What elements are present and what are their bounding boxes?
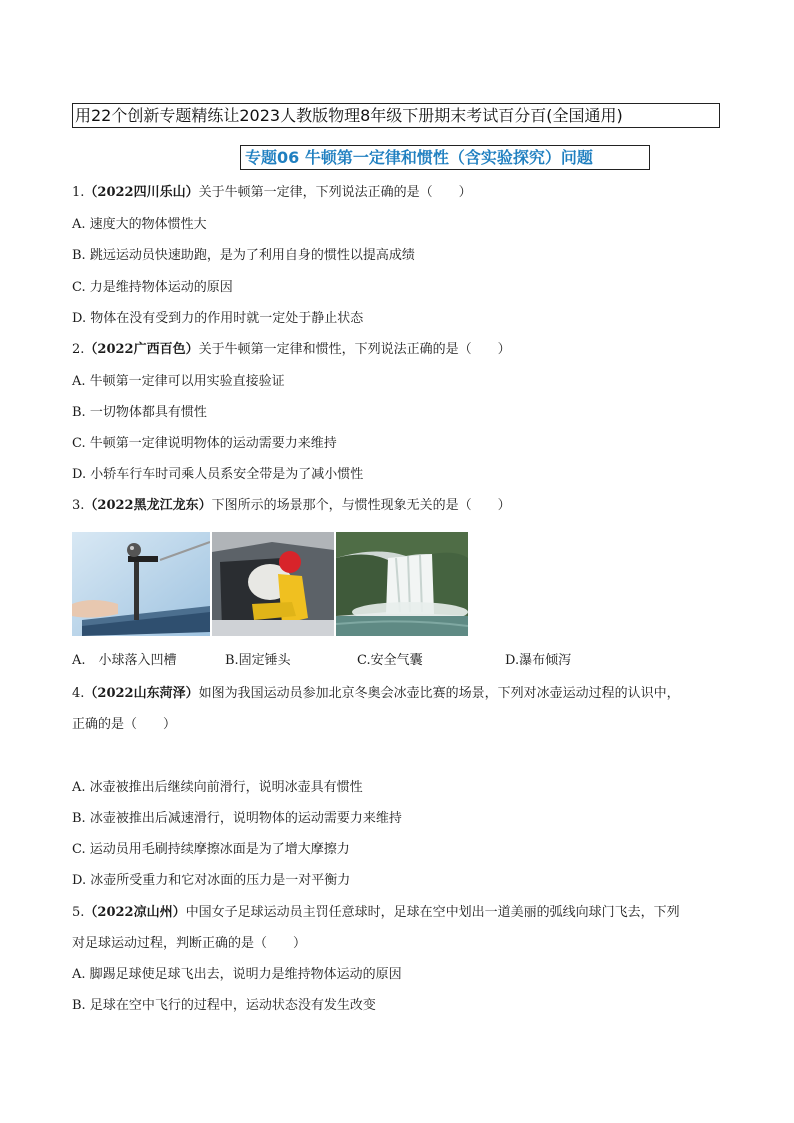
question-source: （2022山东菏泽） — [84, 686, 199, 701]
question-text: 如图为我国运动员参加北京冬奥会冰壶比赛的场景，下列对冰壶运动过程的认识中， — [198, 686, 680, 701]
question-text: 关于牛顿第一定律，下列说法正确的是（ ） — [198, 185, 472, 200]
question-5-stem — [72, 904, 680, 922]
q3-option-a: A. 小球落入凹槽 — [72, 653, 177, 668]
q2-option-c: C. 牛顿第一定律说明物体的运动需要力来维持 — [72, 436, 337, 451]
q2-option-a: A. 牛顿第一定律可以用实验直接验证 — [72, 374, 285, 389]
q4-option-a: A. 冰壶被推出后继续向前滑行，说明冰壶具有惯性 — [72, 780, 363, 795]
q1-option-b: B. 跳远运动员快速助跑，是为了利用自身的惯性以提高成绩 — [72, 248, 415, 263]
question-source: （2022黑龙江龙东） — [84, 498, 212, 513]
question-5-stem-cont: 对足球运动过程，判断正确的是（ ） — [72, 936, 307, 951]
section-subtitle: 专题06 牛顿第一定律和惯性（含实验探究）问题 — [240, 145, 650, 170]
question-number: 4. — [72, 686, 85, 701]
airbag-image — [212, 532, 334, 636]
q3-option-d: D.瀑布倾泻 — [505, 653, 572, 668]
q4-option-c: C. 运动员用毛刷持续摩擦冰面是为了增大摩擦力 — [72, 842, 350, 857]
q1-option-a: A. 速度大的物体惯性大 — [72, 217, 207, 232]
question-number: 3. — [72, 498, 85, 513]
question-text: 关于牛顿第一定律和惯性，下列说法正确的是（ ） — [198, 342, 511, 357]
waterfall-image — [336, 532, 468, 636]
q3-option-c: C.安全气囊 — [357, 653, 423, 668]
q5-option-b: B. 足球在空中飞行的过程中，运动状态没有发生改变 — [72, 998, 376, 1013]
question-4-stem — [72, 685, 680, 703]
page-title: 用22个创新专题精练让2023人教版物理8年级下册期末考试百分百(全国通用) — [72, 103, 720, 128]
question-source: （2022四川乐山） — [84, 185, 199, 200]
q2-option-b: B. 一切物体都具有惯性 — [72, 405, 207, 420]
question-number: 2. — [72, 342, 85, 357]
q3-option-b: B.固定锤头 — [225, 653, 291, 668]
q4-option-b: B. 冰壶被推出后减速滑行，说明物体的运动需要力来维持 — [72, 811, 402, 826]
q2-option-d: D. 小轿车行车时司乘人员系安全带是为了减小惯性 — [72, 467, 364, 482]
question-1-stem — [72, 184, 472, 202]
inertia-ball-image — [72, 532, 210, 636]
question-source: （2022广西百色） — [84, 342, 199, 357]
question-3-images — [72, 532, 472, 636]
question-2-stem — [72, 341, 511, 359]
question-number: 1. — [72, 185, 85, 200]
q1-option-c: C. 力是维持物体运动的原因 — [72, 280, 233, 295]
question-4-stem-cont: 正确的是（ ） — [72, 717, 177, 732]
q4-option-d: D. 冰壶所受重力和它对冰面的压力是一对平衡力 — [72, 873, 351, 888]
question-number: 5. — [72, 905, 85, 920]
question-text: 下图所示的场景那个，与惯性现象无关的是（ ） — [211, 498, 511, 513]
q1-option-d: D. 物体在没有受到力的作用时就一定处于静止状态 — [72, 311, 364, 326]
question-source: （2022凉山州） — [84, 905, 186, 920]
question-3-stem — [72, 497, 511, 515]
q5-option-a: A. 脚踢足球使足球飞出去，说明力是维持物体运动的原因 — [72, 967, 402, 982]
question-text: 中国女子足球运动员主罚任意球时，足球在空中划出一道美丽的弧线向球门飞去，下列 — [185, 905, 680, 920]
